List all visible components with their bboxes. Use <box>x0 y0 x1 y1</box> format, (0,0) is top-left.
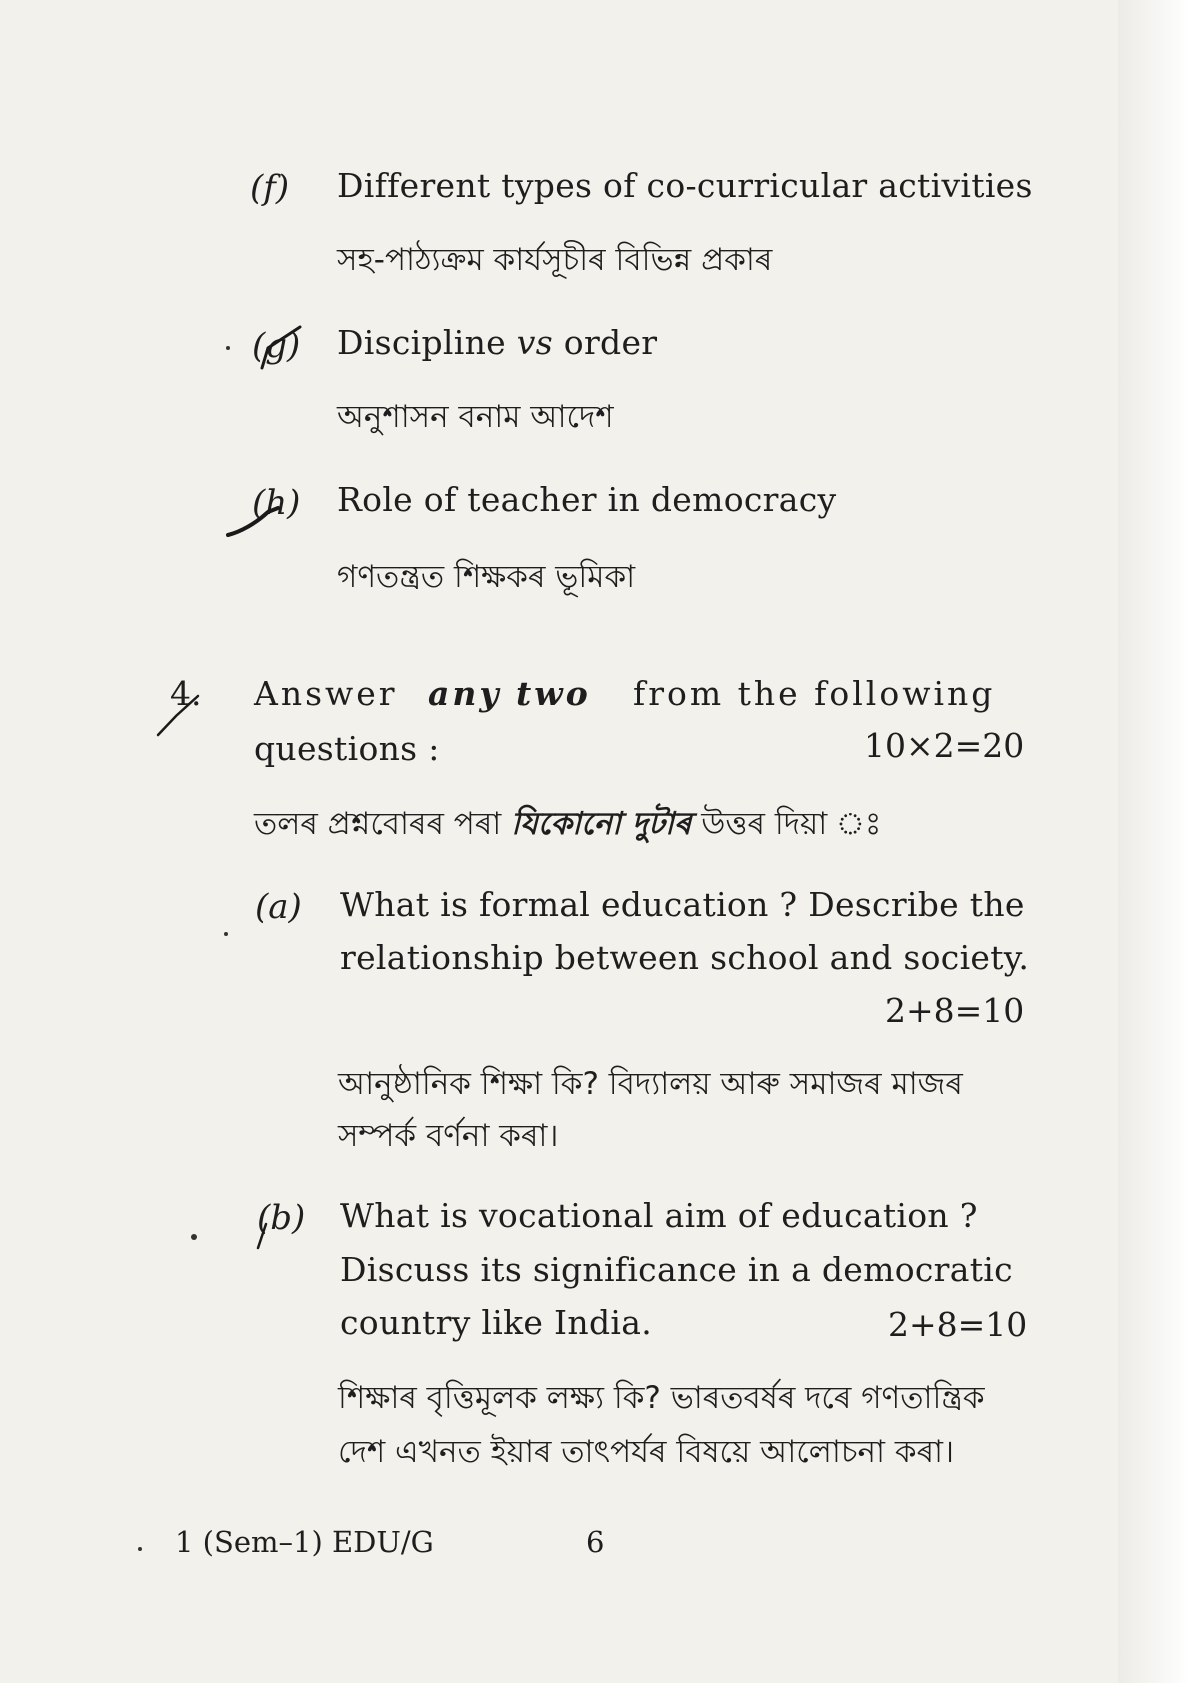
question-4b-english-line1: What is vocational aim of education ? <box>340 1196 978 1235</box>
item-h-assamese: গণতন্ত্ৰত শিক্ষকৰ ভূমিকা <box>337 559 636 595</box>
stray-dot-4 <box>138 1547 142 1551</box>
item-h-label: (h) <box>252 483 301 523</box>
question-4-line1-a: Answer <box>254 674 398 713</box>
question-4-assamese-a: তলৰ প্ৰশ্নবোৰৰ পৰা <box>254 806 502 842</box>
footer-page-number: 6 <box>586 1525 605 1559</box>
question-4a-english-line1: What is formal education ? Describe the <box>340 885 1025 924</box>
item-g-english-part1: Discipline <box>337 323 506 362</box>
item-g-label: (g) <box>252 326 301 366</box>
question-4-line2: questions : <box>254 729 440 768</box>
item-f-label: (f) <box>250 168 290 208</box>
question-4a-english-line2: relationship between school and society. <box>340 938 1030 977</box>
question-4-marks: 10×2=20 <box>864 726 1025 765</box>
question-4-assamese-c: উত্তৰ দিয়া ঃ <box>701 806 882 842</box>
item-f-english: Different types of co-curricular activities <box>337 166 1033 205</box>
question-4b-english-line2: Discuss its significance in a democratic <box>340 1250 1013 1289</box>
question-4b-label: (b) <box>257 1198 306 1238</box>
item-h-english: Role of teacher in democracy <box>337 480 837 519</box>
question-4-assamese <box>254 800 881 852</box>
stray-dot-1 <box>226 346 230 350</box>
question-4b-assamese-line2: দেশ এখনত ইয়াৰ তাৎপৰ্যৰ বিষয়ে আলোচনা কৰা। <box>338 1434 955 1470</box>
stray-dot-3 <box>191 1234 197 1240</box>
question-4b-marks: 2+8=10 <box>888 1305 1028 1344</box>
item-g-english-part2: order <box>563 323 658 362</box>
question-4b-english-line3: country like India. <box>340 1303 652 1342</box>
question-4a-assamese-line1: আনুষ্ঠানিক শিক্ষা কি? বিদ্যালয় আৰু সমাজৰ মাজৰ <box>338 1066 963 1102</box>
item-g-english <box>337 323 657 362</box>
item-g-english-vs: vs <box>516 323 553 362</box>
question-4-assamese-b: যিকোনো দুটাৰ <box>511 806 692 842</box>
question-4b-assamese-line1: শিক্ষাৰ বৃত্তিমূলক লক্ষ্য কি? ভাৰতবৰ্ষৰ দৰে গণতান্ত্ৰিক <box>338 1380 985 1416</box>
question-4a-label: (a) <box>255 887 302 927</box>
footer-code: 1 (Sem–1) EDU/G <box>175 1525 434 1559</box>
stray-dot-2 <box>224 932 228 936</box>
question-4a-assamese-line2: সম্পৰ্ক বৰ্ণনা কৰা। <box>338 1118 559 1154</box>
question-4-line1-c: from the following <box>633 674 996 713</box>
page-edge-shadow <box>1118 0 1190 1683</box>
question-4a-marks: 2+8=10 <box>885 991 1025 1030</box>
item-f-assamese: সহ-পাঠ্যক্রম কার্যসূচীৰ বিভিন্ন প্ৰকাৰ <box>337 242 773 278</box>
item-g-assamese: অনুশাসন বনাম আদেশ <box>337 399 614 435</box>
question-4-line1-b: any two <box>428 674 591 713</box>
question-4-number: 4. <box>170 674 202 713</box>
